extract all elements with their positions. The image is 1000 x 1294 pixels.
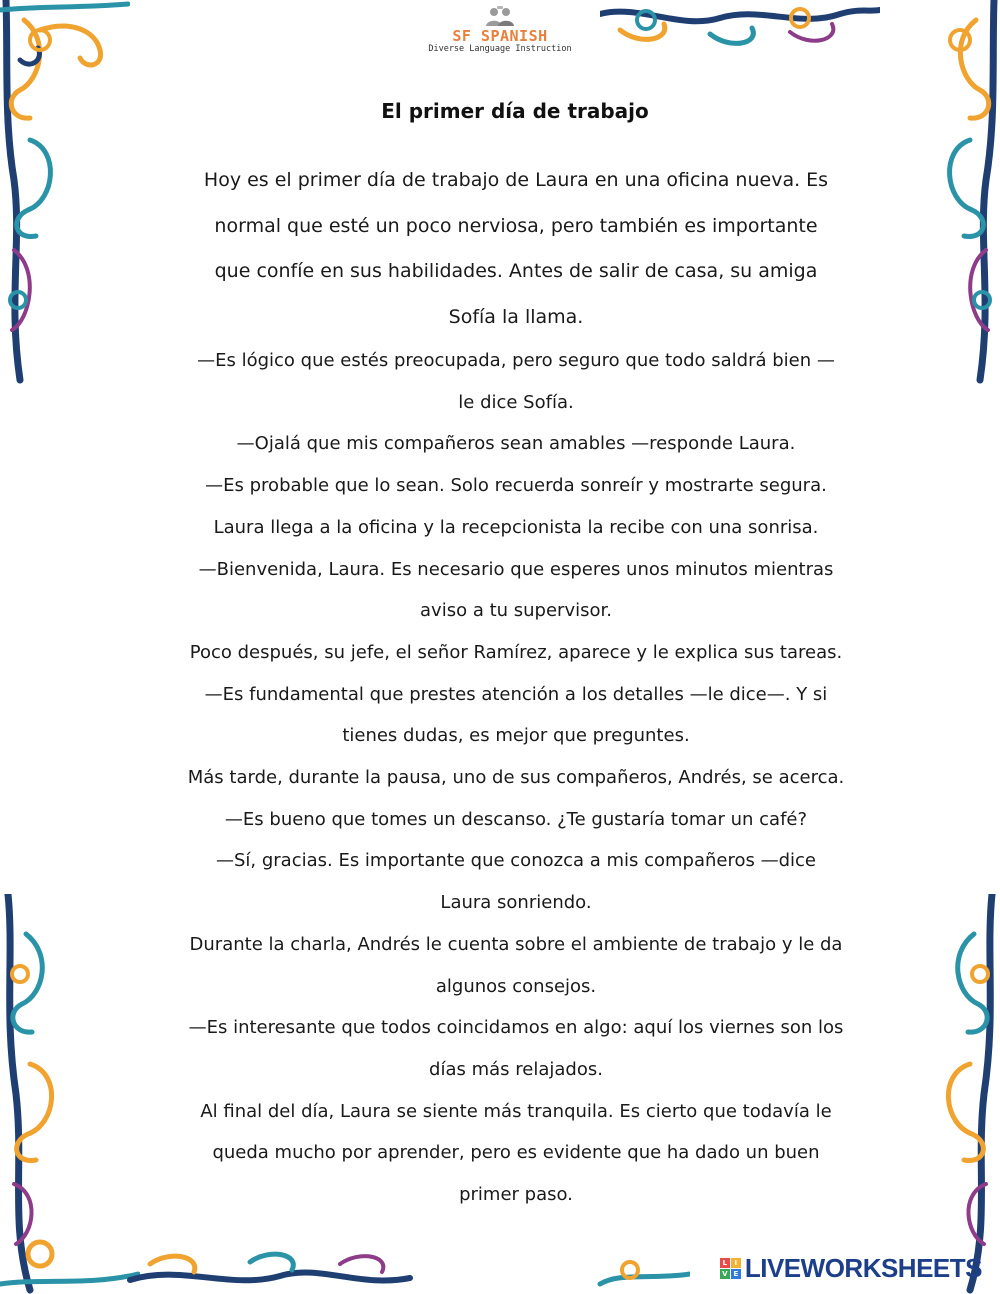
grid-letter: L [720, 1258, 730, 1268]
story-line: aviso a tu supervisor. [420, 600, 612, 622]
story-line: —Es interesante que todos coincidamos en algo: aquí los viernes son los [188, 1017, 844, 1039]
story-line: —Es lógico que estés preocupada, pero seguro que todo saldrá bien — [197, 350, 835, 371]
story-line: Hoy es el primer día de trabajo de Laura en una oficina nueva. Es [203, 169, 829, 191]
story-line: primer paso. [459, 1184, 573, 1206]
story-line: —Sí, gracias. Es importante que conozca a mis compañeros —dice [215, 850, 816, 872]
grid-letter: V [720, 1269, 730, 1279]
story-line: que confíe en sus habilidades. Antes de salir de casa, su amiga [214, 260, 818, 282]
story-line: Laura sonriendo. [440, 892, 592, 914]
sf-spanish-logo [0, 6, 1000, 54]
story-line: —Es fundamental que prestes atención a los detalles —le dice—. Y si [204, 683, 828, 705]
story-line: Poco después, su jefe, el señor Ramírez, aparece y le explica sus tareas. [189, 641, 843, 663]
liveworksheets-watermark [720, 1253, 982, 1284]
story-line: algunos consejos. [435, 975, 597, 997]
story-line: le dice Sofía. [458, 391, 574, 413]
story-line: —Es probable que lo sean. Solo recuerda sonreír y mostrarte segura. [205, 475, 827, 497]
corner-ornament-top-left [0, 0, 130, 400]
liveworksheets-grid-icon [720, 1258, 741, 1279]
story-line: Más tarde, durante la pausa, uno de sus compañeros, Andrés, se acerca. [187, 767, 845, 789]
story-line: Laura llega a la oficina y la recepcionista la recibe con una sonrisa. [213, 516, 819, 538]
story-line: tienes dudas, es mejor que preguntes. [342, 725, 690, 747]
story-line: Sofía la llama. [448, 305, 584, 328]
bottom-border-ornament [0, 1244, 690, 1294]
people-chat-icon [483, 6, 517, 28]
story-line: días más relajados. [429, 1058, 603, 1080]
story-line: queda mucho por aprender, pero es evidente que ha dado un buen [212, 1142, 820, 1164]
story-line: —Ojalá que mis compañeros sean amables —responde Laura. [236, 433, 796, 455]
liveworksheets-text: LIVEWORKSHEETS [744, 1253, 982, 1283]
logo-tagline: Diverse Language Instruction [428, 44, 572, 54]
logo-name: SF SPANISH [452, 27, 548, 45]
story-line: —Es bueno que tomes un descanso. ¿Te gustaría tomar un café? [224, 808, 808, 830]
page-title: El primer día de trabajo [381, 99, 649, 123]
story-body [140, 158, 892, 1216]
grid-letter: E [731, 1269, 741, 1279]
corner-ornament-bottom-left [0, 894, 140, 1294]
story-line: Al final del día, Laura se siente más tranquila. Es cierto que todavía le [200, 1100, 832, 1122]
grid-letter: I [731, 1258, 741, 1268]
story-line: normal que esté un poco nerviosa, pero también es importante [214, 214, 818, 237]
story-line: —Bienvenida, Laura. Es necesario que esperes unos minutos mientras [198, 558, 834, 580]
story-line: Durante la charla, Andrés le cuenta sobre el ambiente de trabajo y le da [189, 933, 843, 955]
